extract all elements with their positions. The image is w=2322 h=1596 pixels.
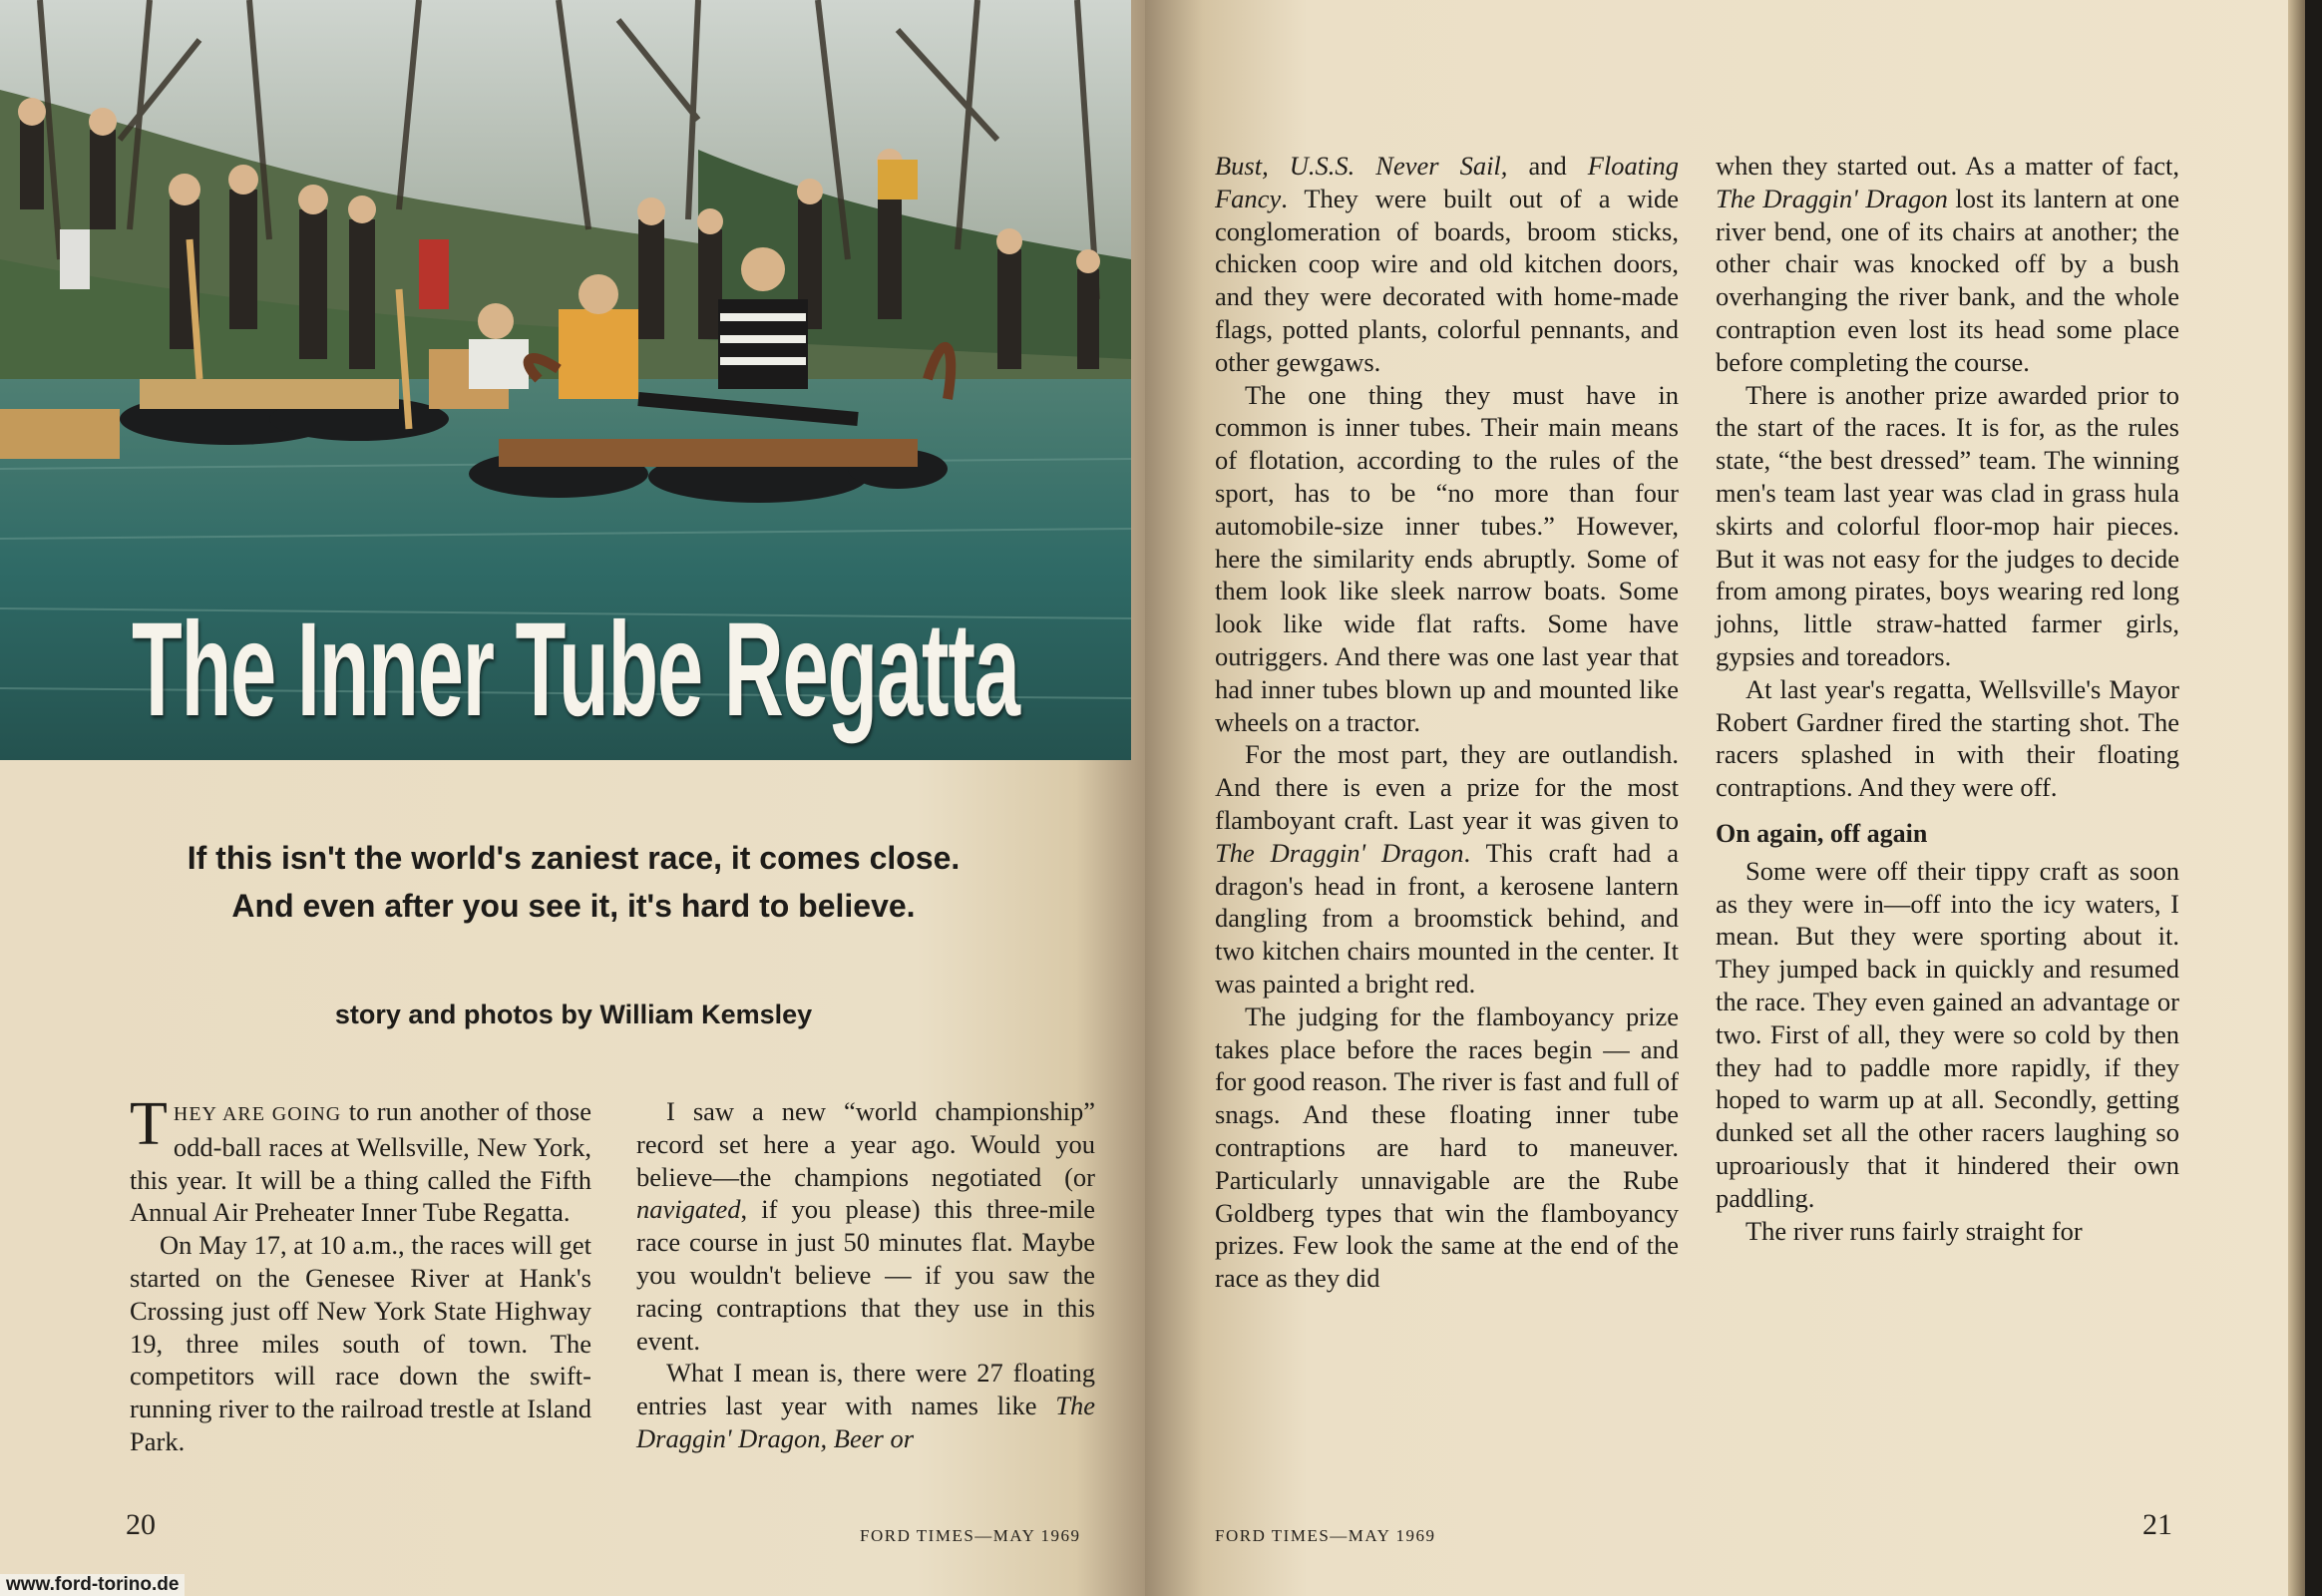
- paragraph-text: . This craft had a dragon's head in front, a kerosene lantern dangling from a broomstick behind, and two kitchen chairs mounted in the center. It was painted a bright red.: [1215, 837, 1679, 998]
- paragraph-text: . They were built out of a wide conglomeration of boards, broom sticks, chicken coop wire and old kitchen doors, and they were decorated with home-made flags, potted plants, colorful pennants, and other gewgaws.: [1215, 183, 1679, 377]
- running-head: FORD TIMES—MAY 1969: [860, 1526, 1081, 1545]
- italic-text: Bust, U.S.S. Never Sail,: [1215, 151, 1508, 181]
- running-head: FORD TIMES—MAY 1969: [1215, 1526, 1436, 1545]
- page-edge: [2288, 0, 2305, 1596]
- paragraph: The judging for the flamboyancy prize takes place before the races begin — and for good reason. The river is fast and full of snags. And these floating inner tube contraptions are hard to maneuver. Particularly unnavigable are the Rube Goldberg types that win the flamboyancy prizes. Few look the same at the end of the race as they did: [1215, 1000, 1679, 1294]
- paragraph: [1716, 150, 2179, 379]
- paragraph-text: and: [1507, 151, 1588, 181]
- article-subhead: [120, 834, 1027, 930]
- paragraph-text: when they started out. As a matter of fact,: [1716, 151, 2179, 181]
- page-number: 21: [2142, 1508, 2172, 1541]
- paragraph: [636, 1357, 1095, 1454]
- text-column-2: [636, 1095, 1095, 1455]
- paragraph: [1215, 150, 1679, 379]
- lead-in-smallcaps: HEY ARE GOING: [173, 1103, 342, 1125]
- page-number: 20: [126, 1508, 156, 1541]
- paragraph-text: to run another of those odd-ball races at Wellsville, New York, this year. It will be a thing called the Fifth Annual Air Preheater Inner Tube Regatta.: [130, 1096, 591, 1228]
- paragraph: There is another prize awarded prior to the start of the races. It is for, as the rules state, “the best dressed” team. The winning men's team last year was clad in grass hula skirts and colorful floor-mop hair pieces. But it was not easy for the judges to decide from among pirates, boys wearing red long johns, little straw-hatted farmer girls, gypsies and toreadors.: [1716, 379, 2179, 671]
- italic-text: The Draggin' Dragon: [1716, 183, 1948, 213]
- paragraph: On May 17, at 10 a.m., the races will get started on the Genesee River at Hank's Crossing just off New York State Highway 19, three miles south of town. The competitors will race down the swift-running river to the railroad trestle at Island Park.: [130, 1230, 591, 1456]
- paragraph: [130, 1090, 591, 1229]
- right-page: [1145, 0, 2305, 1596]
- paragraph-text: What I mean is, there were 27 floating entries last year with names like: [636, 1358, 1095, 1421]
- subhead-line-1: If this isn't the world's zaniest race, it comes close.: [187, 840, 961, 876]
- regatta-photo: [0, 0, 1131, 760]
- text-column-1: [130, 1090, 591, 1458]
- paragraph: [1215, 738, 1679, 999]
- italic-text: The Draggin' Dragon: [1215, 837, 1464, 868]
- paragraph-text: , if you please) this three-mile race course in just 50 minutes flat. Maybe you wouldn't believe — if you saw the racing contraptions that they use in this event.: [636, 1194, 1095, 1356]
- article-headline: The Inner Tube Regatta: [132, 596, 1019, 744]
- section-heading: On again, off again: [1716, 818, 1928, 848]
- paragraph-text: lost its lantern at one river bend, one of its chairs at another; the other chair was knocked off by a bush overhanging the river bank, and the whole contraption even lost its head some place before completing the course.: [1716, 183, 2179, 377]
- italic-text: Floating Fancy: [1215, 151, 1679, 213]
- subhead-line-2: And even after you see it, it's hard to believe.: [231, 888, 916, 924]
- left-page: [0, 0, 1145, 1596]
- text-column-3: [1215, 150, 1679, 1295]
- paragraph: The one thing they must have in common is inner tubes. Their main means of flotation, according to the rules of the sport, has to be “no more than four automobile-size inner tubes.” However, here the similarity ends abruptly. Some of them look like sleek narrow boats. Some look like wide flat rafts. Some have outriggers. And there was one last year that had inner tubes blown up and mounted like wheels on a tractor.: [1215, 379, 1679, 737]
- paragraph: Some were off their tippy craft as soon as they were in—off into the icy waters, I mean. But they were sporting about it. They jumped back in quickly and resumed the race. They even gained an advantage or two. First of all, they were so cold by then they had to paddle more rapidly, if they hoped to warm up at all. Secondly, getting dunked set all the other racers laughing so uproariously that it hindered their own paddling.: [1716, 855, 2179, 1213]
- text-column-4: [1716, 150, 2179, 1247]
- watermark: www.ford-torino.de: [0, 1574, 185, 1596]
- italic-text: The Draggin' Dragon, Beer or: [636, 1391, 1095, 1453]
- paragraph: The river runs fairly straight for: [1745, 1215, 2083, 1246]
- byline: story and photos by William Kemsley: [334, 999, 813, 1029]
- paragraph-text: For the most part, they are outlandish. And there is even a prize for the most flamboyant craft. Last year it was given to: [1215, 739, 1679, 835]
- italic-text: navigated: [636, 1194, 741, 1225]
- paragraph: At last year's regatta, Wellsville's Mayor Robert Gardner fired the starting shot. The racers splashed in with their floating contraptions. And they were off.: [1716, 673, 2179, 803]
- drop-cap: T: [130, 1090, 168, 1158]
- paragraph: [636, 1095, 1095, 1357]
- paragraph-text: I saw a new “world championship” record set here a year ago. Would you believe—the champions negotiated (or: [636, 1096, 1095, 1192]
